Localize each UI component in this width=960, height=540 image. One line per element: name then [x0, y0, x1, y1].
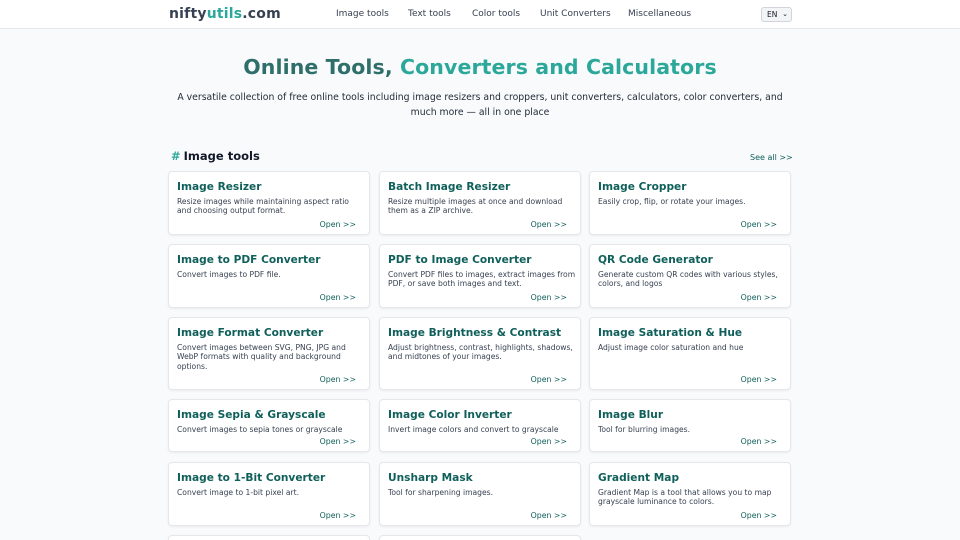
card-description: Convert PDF files to images, extract images from PDF, or save both images and text. [388, 270, 576, 289]
card-title: Batch Image Resizer [388, 181, 511, 193]
tool-card-partial[interactable] [168, 535, 370, 540]
card-title: Image Sepia & Grayscale [177, 409, 326, 421]
card-description: Gradient Map is a tool that allows you to map grayscale luminance to colors. [598, 488, 772, 507]
card-description: Convert images between SVG, PNG, JPG and WebP formats with quality and background options. [177, 343, 346, 371]
tool-card-1bit-converter[interactable] [168, 462, 370, 526]
tool-card-saturation-hue[interactable] [589, 317, 791, 390]
tool-card-brightness-contrast[interactable] [379, 317, 581, 390]
card-description: Tool for sharpening images. [388, 488, 494, 497]
card-description: Resize multiple images at once and download them as a ZIP archive. [388, 197, 563, 216]
card-description: Convert images to sepia tones or grayscale [177, 425, 343, 434]
card-title: Image Saturation & Hue [598, 327, 743, 339]
open-link[interactable]: Open >> [319, 511, 356, 520]
card-title: Image Cropper [598, 181, 687, 193]
open-link[interactable]: Open >> [740, 437, 777, 446]
card-title: QR Code Generator [598, 254, 713, 266]
page-description: A versatile collection of free online tools including image resizers and croppers, unit converters, calculators, color converters, and much more — all in one place [177, 92, 783, 118]
card-title: Image to 1-Bit Converter [177, 472, 326, 484]
chevron-down-icon: ⌄ [782, 10, 788, 18]
tool-card-unsharp-mask[interactable] [379, 462, 581, 526]
card-title: Image Resizer [177, 181, 262, 193]
nav-color-tools[interactable]: Color tools [472, 9, 521, 19]
language-value: EN [767, 10, 778, 19]
open-link[interactable]: Open >> [319, 437, 356, 446]
see-all-link[interactable]: See all >> [750, 153, 793, 162]
hash-icon: # [171, 149, 181, 163]
card-description: Convert image to 1-bit pixel art. [177, 488, 299, 497]
tool-card-image-blur[interactable] [589, 399, 791, 452]
nav-miscellaneous[interactable]: Miscellaneous [628, 9, 692, 19]
open-link[interactable]: Open >> [530, 293, 567, 302]
card-description: Adjust brightness, contrast, highlights, shadows, and midtones of your images. [388, 343, 573, 362]
open-link[interactable]: Open >> [530, 375, 567, 384]
card-description: Invert image colors and convert to grayscale [388, 425, 559, 434]
tool-card-sepia-grayscale[interactable] [168, 399, 370, 452]
section-heading: # Image tools [171, 149, 260, 163]
tool-card-image-format-converter[interactable] [168, 317, 370, 390]
card-title: Image to PDF Converter [177, 254, 321, 266]
tool-card-color-inverter[interactable] [379, 399, 581, 452]
card-description: Generate custom QR codes with various styles, colors, and logos [598, 270, 778, 289]
card-description: Adjust image color saturation and hue [598, 343, 744, 352]
open-link[interactable]: Open >> [319, 293, 356, 302]
page-title: Online Tools, Converters and Calculators [243, 55, 717, 79]
open-link[interactable]: Open >> [319, 220, 356, 229]
open-link[interactable]: Open >> [740, 511, 777, 520]
open-link[interactable]: Open >> [740, 375, 777, 384]
open-link[interactable]: Open >> [319, 375, 356, 384]
card-description: Easily crop, flip, or rotate your images. [598, 197, 746, 206]
card-title: Image Format Converter [177, 327, 324, 339]
card-description: Convert images to PDF file. [177, 270, 281, 279]
tool-card-pdf-to-image[interactable] [379, 244, 581, 308]
open-link[interactable]: Open >> [740, 293, 777, 302]
tool-card-image-to-pdf[interactable] [168, 244, 370, 308]
site-logo[interactable]: niftyutils.com [169, 6, 281, 22]
open-link[interactable]: Open >> [530, 437, 567, 446]
card-title: Gradient Map [598, 472, 680, 484]
tool-card-partial[interactable] [379, 535, 581, 540]
language-select[interactable] [761, 7, 792, 22]
card-title: Image Blur [598, 409, 664, 421]
open-link[interactable]: Open >> [740, 220, 777, 229]
tool-card-gradient-map[interactable] [589, 462, 791, 526]
open-link[interactable]: Open >> [530, 511, 567, 520]
tool-card-image-resizer[interactable] [168, 171, 370, 235]
card-description: Tool for blurring images. [598, 425, 691, 434]
tool-card-batch-image-resizer[interactable] [379, 171, 581, 235]
tool-card-image-cropper[interactable] [589, 171, 791, 235]
card-title: Image Brightness & Contrast [388, 327, 562, 339]
card-title: Image Color Inverter [388, 409, 512, 421]
card-title: Unsharp Mask [388, 472, 473, 484]
card-title: PDF to Image Converter [388, 254, 532, 266]
tool-card-qr-code-generator[interactable] [589, 244, 791, 308]
nav-text-tools[interactable]: Text tools [408, 9, 451, 19]
top-navbar [0, 0, 960, 29]
nav-image-tools[interactable]: Image tools [336, 9, 389, 19]
card-description: Resize images while maintaining aspect ratio and choosing output format. [177, 197, 349, 216]
open-link[interactable]: Open >> [530, 220, 567, 229]
nav-unit-converters[interactable]: Unit Converters [540, 9, 611, 19]
